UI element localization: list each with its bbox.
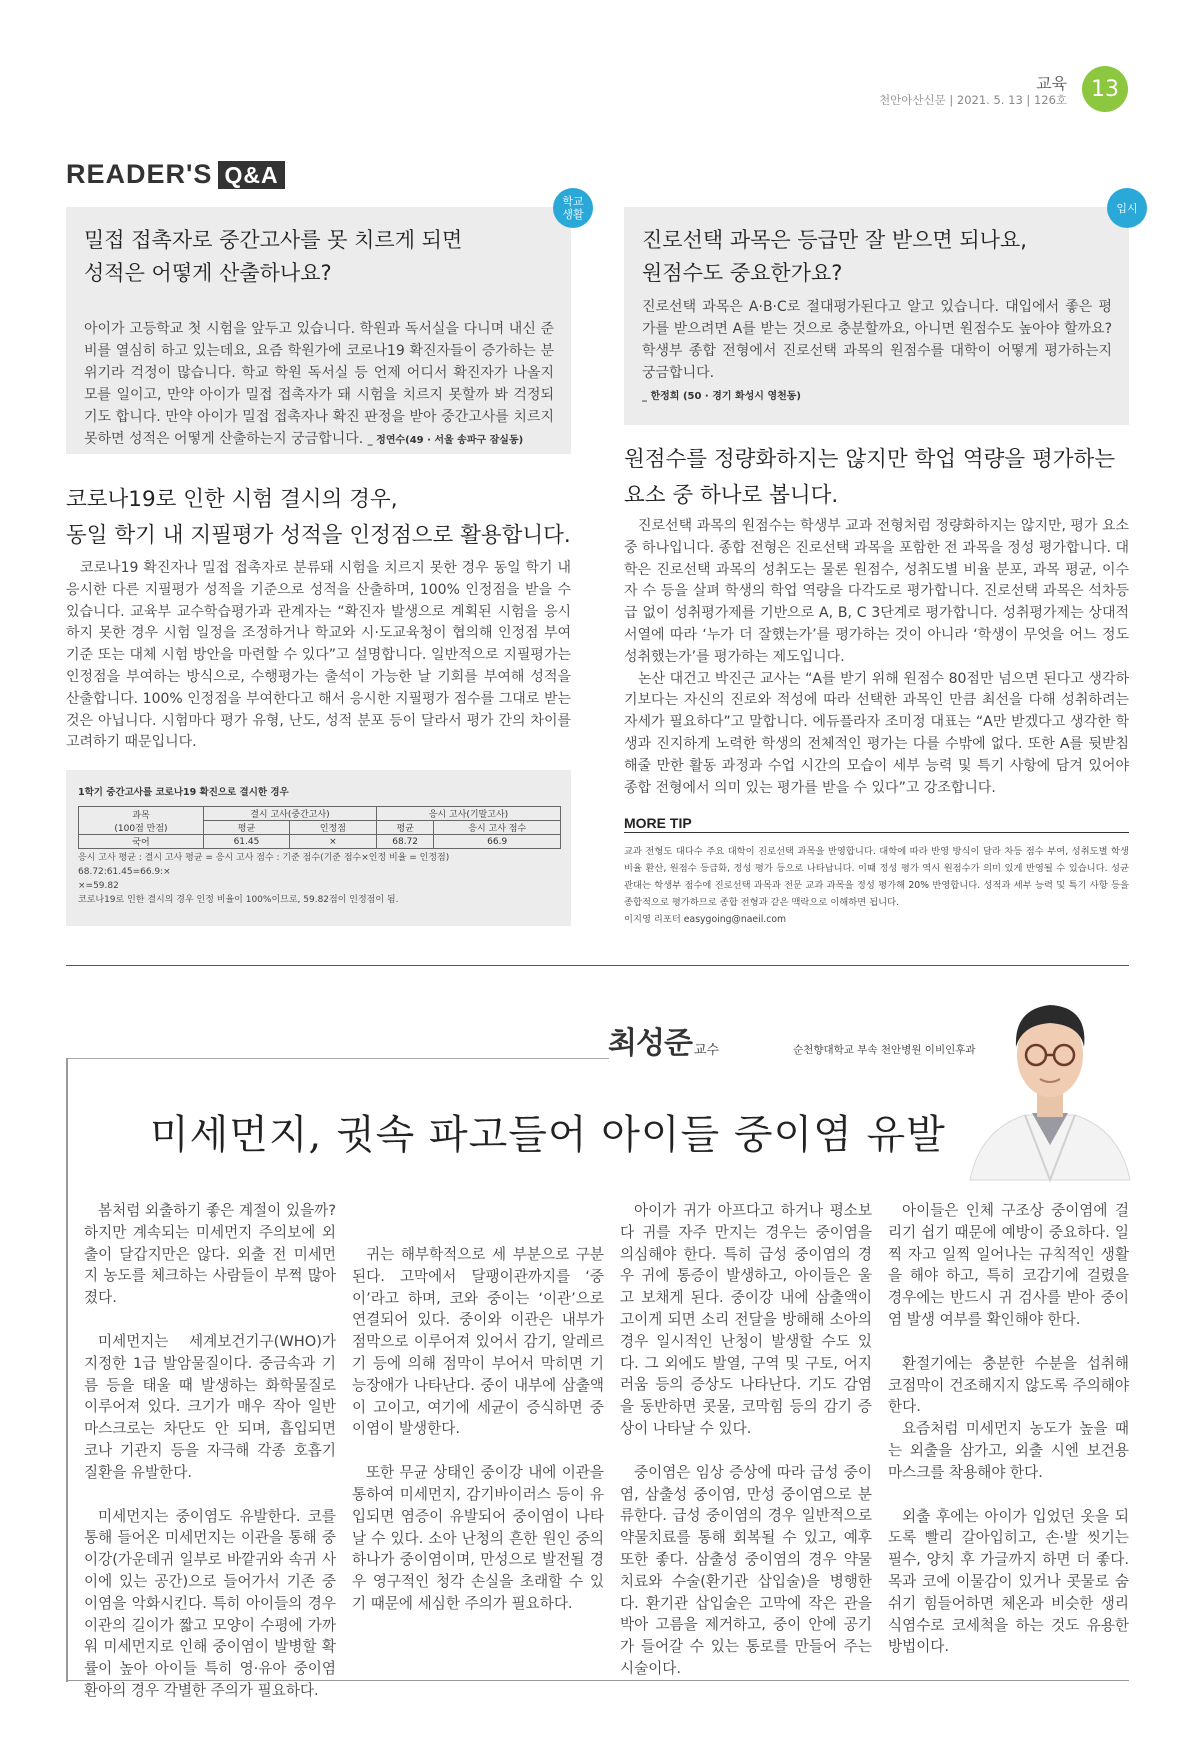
question-title-line: 성적은 어떻게 산출하나요? xyxy=(84,261,332,285)
question-text-2 xyxy=(642,296,1112,408)
answer-title-line: 원점수를 정량화하지는 않지만 학업 역량을 평가하는 xyxy=(624,447,1116,472)
column-paragraph: 환절기에는 충분한 수분을 섭취해 코점막이 건조해지지 않도록 주의해야 한다. xyxy=(888,1354,1129,1416)
answer-title-line: 동일 학기 내 지필평가 성적을 인정점으로 활용합니다. xyxy=(66,523,571,548)
column-paragraph: 중이염은 임상 증상에 따라 급성 중이염, 삼출성 중이염, 만성 중이염으로 분류한다. 급성 중이염의 경우 일반적으로 약물치료를 통해 회복될 수 있고, 예후 또한 좋다. 삼출성 중이염의 경우 약물치료와 수술(환기관 삽입술)을 병행한다. 환기관 삽입술은 고막에 작은 관을 박아 고름을 제거하고, 중이 안에 공기가 들어갈 수 있는 통로를 만들어 주는 시술이다. xyxy=(620,1463,872,1677)
page-number: 13 xyxy=(1082,66,1128,112)
table-cell: 국어 xyxy=(79,835,204,849)
column-frame-left xyxy=(66,1058,68,1682)
publication-info: 천안아산신문 | 2021. 5. 13 | 126호 xyxy=(879,93,1067,107)
author-name: 최성준 xyxy=(608,1026,692,1061)
answer-paragraph: 진로선택 과목의 원점수는 학생부 교과 전형처럼 정량화하지는 않지만, 평가 요소 중 하나입니다. 종합 전형은 진로선택 과목을 포함한 전 과목을 정성 평가합니다. 대학은 진로선택 과목의 성취도는 물론 원점수, 성취도별 비율 분포, 과목 평균, 이수자 수 등을 살펴 학생의 학업 역량을 다각도로 평가합니다. 진로선택 과목은 석차등급 없이 성취평가제를 기반으로 A, B, C 3단계로 평가합니다. 성취평가제는 상대적 서열에 따라 ‘누가 더 잘했는가’를 평가하는 것이 아니라 ‘학생이 무엇을 어느 정도 성취했는가’를 평가하는 제도입니다. xyxy=(624,518,1129,665)
question-title-line: 밀접 접촉자로 중간고사를 못 치르게 되면 xyxy=(84,228,463,252)
author-portrait xyxy=(970,985,1130,1180)
section-label: 교육 xyxy=(1036,74,1067,93)
section-divider xyxy=(66,965,1129,966)
answer-text-2 xyxy=(624,516,1129,799)
table-cell: 68.72 xyxy=(376,835,434,849)
question-author: _ 한정희 (50 · 경기 화성시 영천동) xyxy=(642,391,802,402)
column-paragraph: 외출 후에는 아이가 입었던 옷을 되도록 빨리 갈아입히고, 손·발 씻기는 필수, 양치 후 가글까지 하면 더 좋다. 목과 코에 이물감이 있거나 콧물로 숨쉬기 힘들어하면 체온과 비슷한 생리식염수로 코세척을 하는 것도 유용한 방법이다. xyxy=(888,1507,1129,1656)
column-paragraph: 미세먼지는 중이염도 유발한다. 코를 통해 들어온 미세먼지는 이관을 통해 중이강(가운데귀 일부로 바깥귀와 속귀 사이에 있는 공간)으로 들어가서 기존 중이염을 악화시킨다. 특히 아이들의 경우 이관의 길이가 짧고 모양이 수평에 가까워 미세먼지로 인해 중이염이 발병할 확률이 높아 아이들 특히 영·유아 중이염 환아의 경우 각별한 주의가 필요하다. xyxy=(84,1507,336,1699)
author-affiliation: 순천향대학교 부속 천안병원 이비인후과 xyxy=(793,1044,976,1056)
column-body-col4 xyxy=(888,1200,1129,1670)
badge-label: 학교 생활 xyxy=(562,195,584,221)
column-paragraph: 귀는 해부학적으로 세 부분으로 구분된다. 고막에서 달팽이관까지를 ‘중이’라고 하며, 코와 중이는 ‘이관’으로 연결되어 있다. 중이와 이관은 내부가 점막으로 이루어져 있어서 감기, 알레르기 등에 의해 점막이 부어서 막히면 기능장애가 나타난다. 중이 내부에 삼출액이 고이고, 여기에 세균이 증식하면 중이염이 발생한다. xyxy=(352,1246,604,1438)
table-title: 1학기 중간고사를 코로나19 확진으로 결시한 경우 xyxy=(78,787,289,798)
table-note: ×=59.82 xyxy=(78,881,119,891)
question-title-line: 진로선택 과목은 등급만 잘 받으면 되나요, xyxy=(642,228,1027,252)
logo-tag: Q&A xyxy=(218,161,284,189)
answer-title-2 xyxy=(624,442,1129,514)
answer-title-line: 요소 중 하나로 봅니다. xyxy=(624,483,839,508)
table-head-subject: 과목 (100점 만점) xyxy=(79,807,204,835)
table-note: 응시 고사 평균 : 결시 고사 평균 = 응시 고사 점수 : 기준 점수(기준 점수×인정 비율 = 인정점) xyxy=(78,853,450,863)
question-body: 아이가 고등학교 첫 시험을 앞두고 있습니다. 학원과 독서실을 다니며 내신 준비를 열심히 하고 있는데요, 요즘 학원가에 코로나19 확진자들이 증가하는 분위기라 걱정이 많습니다. 학교 학원 독서실 등 언제 어디서 확진자가 나올지 모를 일이고, 만약 아이가 밀접 접촉자가 돼 시험을 치르지 못할까 봐 걱정되기도 합니다. 만약 아이가 밀접 접촉자나 확진 판정을 받아 중간고사를 치르지 못하면 성적은 어떻게 산출하는지 궁금합니다. xyxy=(84,321,554,447)
readers-qa-logo xyxy=(66,159,285,190)
table-row xyxy=(79,835,561,849)
answer-title-1 xyxy=(66,482,571,554)
column-headline: 미세먼지, 귓속 파고들어 아이들 중이염 유발 xyxy=(150,1112,946,1158)
more-tip xyxy=(624,815,1129,928)
question-body: 진로선택 과목은 A·B·C로 절대평가된다고 알고 있습니다. 대입에서 좋은 평가를 받으려면 A를 받는 것으로 충분할까요, 아니면 원점수도 높아야 할까요? 학생부 종합 전형에서 진로선택 과목의 원점수를 대학이 어떻게 평가하는지 궁금합니다. xyxy=(642,299,1112,381)
table-cell: 61.45 xyxy=(204,835,290,849)
author-title: 교수 xyxy=(693,1043,720,1058)
column-author xyxy=(608,1018,976,1062)
score-table-box xyxy=(66,770,571,926)
column-paragraph: 또한 무균 상태인 중이강 내에 이관을 통하여 미세먼지, 감기바이러스 등이 유입되면 염증이 유발되어 중이염이 나타날 수 있다. 소아 난청의 흔한 원인 중의 하나가 중이염이며, 만성으로 발전될 경우 영구적인 청각 손실을 초래할 수 있기 때문에 세심한 주의가 필요하다. xyxy=(352,1464,604,1612)
table-cell: 66.9 xyxy=(434,835,561,849)
question-text-1 xyxy=(84,318,554,452)
more-tip-text: 교과 전형도 대다수 주요 대학이 진로선택 과목을 반영합니다. 대학에 따라 반영 방식이 달라 차등 점수 부여, 성취도별 학생 비율 환산, 원점수 등급화, 정성 평가 등으로 나타납니다. 이때 정성 평가 역시 원점수가 의미 있게 반영될 수 있습니다. 성균관대는 학생부 점수에 진로선택 과목과 전문 교과 과목을 정성 평가해 20% 반영합니다. 성적과 세부 능력 및 특기 사항 등을 종합적으로 평가하므로 종합 전형과 같은 맥락으로 이해하면 됩니다. xyxy=(624,846,1129,908)
column-body-col1 xyxy=(84,1200,336,1699)
column-paragraph: 미세먼지는 세계보건기구(WHO)가 지정한 1급 발암물질이다. 중금속과 기름 등을 태울 때 발생하는 화학물질로 이루어져 있다. 크기가 매우 작아 일반 마스크로는 차단도 안 되며, 흡입되면 코나 기관지 등을 자극해 각종 호흡기 질환을 유발한다. xyxy=(84,1332,336,1481)
more-tip-title: MORE TIP xyxy=(624,815,692,831)
badge-label: 입시 xyxy=(1116,201,1138,215)
table-subhead: 평균 xyxy=(376,821,434,835)
category-badge-admission xyxy=(1107,188,1147,228)
answer-paragraph: 논산 대건고 박진근 교사는 “A를 받기 위해 원점수 80점만 넘으면 된다고 생각하기보다는 자신의 진로와 적성에 따라 선택한 과목인 만큼 최선을 다해 성취하려는 자세가 필요하다”고 말합니다. 에듀플라자 조미정 대표는 “A만 받겠다고 생각한 학생과 진지하게 노력한 학생의 전체적인 평가는 다를 수밖에 없다. 또한 A를 뒷받침해줄 만한 활동 과정과 수업 시간의 모습이 세부 능력 및 특기 사항에 담겨 있어야 종합 전형에서 의미 있는 평가를 받을 수 있다”고 강조합니다. xyxy=(624,670,1129,796)
table-subhead: 응시 고사 점수 xyxy=(434,821,561,835)
table-head-absent: 결시 고사(중간고사) xyxy=(204,807,377,821)
logo-text: READER'S xyxy=(66,159,213,189)
question-title-2 xyxy=(642,224,1112,290)
table-head-taken: 응시 고사(기말고사) xyxy=(376,807,560,821)
table-subhead: 평균 xyxy=(204,821,290,835)
question-title-1 xyxy=(84,224,554,290)
answer-title-line: 코로나19로 인한 시험 결시의 경우, xyxy=(66,487,398,512)
table-note: 68.72:61.45=66.9:× xyxy=(78,867,171,877)
column-body-col2 xyxy=(352,1200,604,1670)
question-title-line: 원점수도 중요한가요? xyxy=(642,261,843,285)
score-table xyxy=(78,806,561,849)
column-frame-line xyxy=(66,1058,609,1059)
table-subhead: 인정점 xyxy=(289,821,376,835)
column-paragraph: 아이들은 인체 구조상 중이염에 걸리기 쉽기 때문에 예방이 중요하다. 일찍 자고 일찍 일어나는 규칙적인 생활을 해야 하고, 특히 코감기에 걸렸을 경우에는 반드시 귀 검사를 받아 중이염 발생 여부를 확인해야 한다. xyxy=(888,1202,1129,1328)
question-author: _ 정연수(49 · 서울 송파구 잠실동) xyxy=(367,435,524,446)
table-cell: × xyxy=(289,835,376,849)
column-body-col3 xyxy=(620,1200,872,1677)
column-paragraph: 요즘처럼 미세먼지 농도가 높을 때는 외출을 삼가고, 외출 시엔 보건용 마스크를 착용해야 한다. xyxy=(888,1420,1129,1481)
reporter-credit: 이지영 리포터 easygoing@naeil.com xyxy=(624,914,787,925)
answer-text-1: 코로나19 확진자나 밀접 접촉자로 분류돼 시험을 치르지 못한 경우 동일 학기 내 응시한 다른 지필평가 성적을 기준으로 성적을 산출하며, 100% 인정점을 받을 수 있습니다. 교육부 교수학습평가과 관계자는 “확진자 발생으로 계획된 시험을 응시하지 못한 경우 시험 일정을 조정하거나 학교와 시·도교육청이 협의해 인정점 부여 기준 또는 대체 시험 방안을 마련할 수 있다”고 설명합니다. 일반적으로 지필평가는 인정점을 부여하는 방식으로, 수행평가는 출석이 가능한 날 기회를 부여해 성적을 산출합니다. 100% 인정점을 부여한다고 해서 응시한 지필평가 점수를 그대로 받는 것은 아닙니다. 시험마다 평가 유형, 난도, 성적 분포 등이 달라서 평가 간의 차이를 고려하기 때문입니다. xyxy=(66,560,571,751)
column-paragraph: 아이가 귀가 아프다고 하거나 평소보다 귀를 자주 만지는 경우는 중이염을 의심해야 한다. 특히 급성 중이염의 경우 귀에 통증이 발생하고, 아이들은 울고 보채게 된다. 중이강 내에 삼출액이 고이게 되면 소리 전달을 방해해 소아의 경우 일시적인 난청이 발생할 수도 있다. 그 외에도 발열, 구역 및 구토, 어지러움 등의 증상도 나타난다. 기도 감염을 동반하면 콧물, 코막힘 등의 감기 증상이 나타날 수 있다. xyxy=(620,1202,872,1437)
column-paragraph: 봄처럼 외출하기 좋은 계절이 있을까? 하지만 계속되는 미세먼지 주의보에 외출이 달갑지만은 않다. 외출 전 미세먼지 농도를 체크하는 사람들이 부쩍 많아졌다. xyxy=(84,1202,336,1307)
category-badge-school-life xyxy=(553,188,593,228)
table-note: 코로나19로 인한 결시의 경우 인정 비율이 100%이므로, 59.82점이 인정점이 됨. xyxy=(78,895,399,905)
